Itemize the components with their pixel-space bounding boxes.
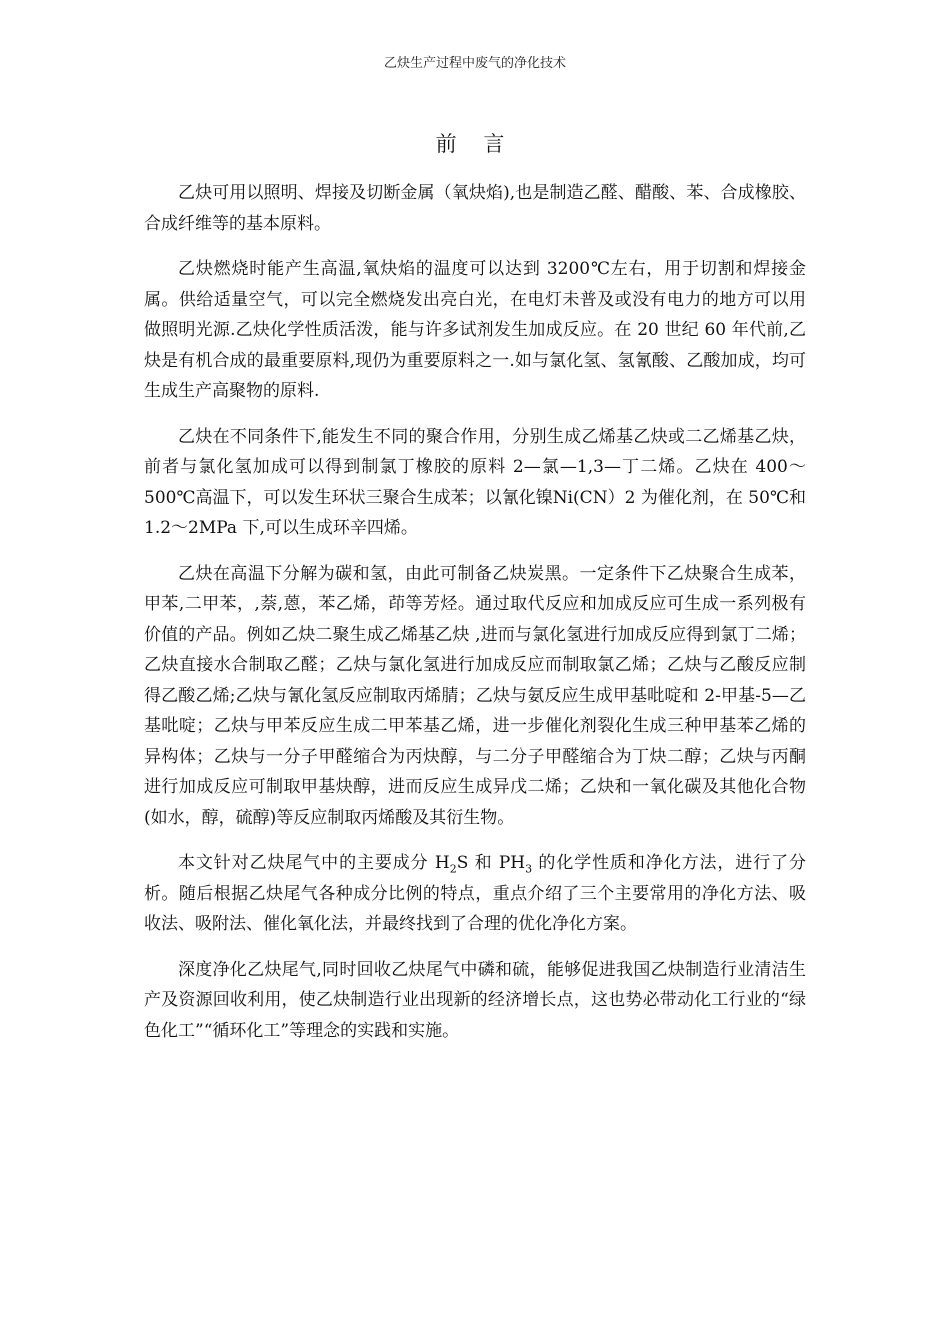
paragraph-1: 乙炔可用以照明、焊接及切断金属（氧炔焰),也是制造乙醛、醋酸、苯、合成橡胶、合成纤维等的基本原料。 (144, 183, 806, 234)
paragraph-3: 乙炔在不同条件下,能发生不同的聚合作用，分别生成乙烯基乙炔或二乙烯基乙炔，前者与氯化氢加成可以得到制氯丁橡胶的原料 2—氯—1,3—丁二烯。乙炔在 400～500℃高温下，可以发生环状三聚合生成苯；以氰化镍Ni(CN）2 为催化剂，在 50℃和 1.2～2MPa 下,可以生成环辛四烯。 (144, 426, 806, 538)
document-body (144, 178, 806, 1061)
paragraph-5-text-a: 本文针对乙炔尾气中的主要成分 H (178, 853, 450, 873)
paragraph-5-text-c: 的化学性质和净化方法，进行了分析。随后根据乙炔尾气各种成分比例的特点，重点介绍了三个主要常用的净化方法、吸收法、吸附法、催化氧化法，并最终找到了合理的优化净化方案。 (144, 853, 807, 934)
paragraph-4: 乙炔在高温下分解为碳和氢，由此可制备乙炔炭黑。一定条件下乙炔聚合生成苯，甲苯,二甲苯，,萘,蒽，苯乙烯，茚等芳烃。通过取代反应和加成反应可生成一系列极有价值的产品。例如乙炔二聚生成乙烯基乙炔 ,进而与氯化氢进行加成反应得到氯丁二烯；乙炔直接水合制取乙醛；乙炔与氯化氢进行加成反应而制取氯乙烯；乙炔与乙酸反应制得乙酸乙烯;乙炔与氰化氢反应制取丙烯腈；乙炔与氨反应生成甲基吡啶和 2-甲基-5—乙基吡啶；乙炔与甲苯反应生成二甲苯基乙烯，进一步催化剂裂化生成三种甲基苯乙烯的异构体；乙炔与一分子甲醛缩合为丙炔醇，与二分子甲醛缩合为丁炔二醇；乙炔与丙酮进行加成反应可制取甲基炔醇，进而反应生成异戊二烯；乙炔和一氧化碳及其他化合物(如水，醇，硫醇)等反应制取丙烯酸及其衍生物。 (144, 563, 806, 828)
ph3-subscript: 3 (525, 862, 533, 876)
running-header: 乙炔生产过程中废气的净化技术 (383, 56, 566, 71)
paragraph-6: 深度净化乙炔尾气,同时回收乙炔尾气中磷和硫，能够促进我国乙炔制造行业清洁生产及资源回收利用，使乙炔制造行业出现新的经济增长点，这也势必带动化工行业的“绿色化工”“循环化工”等理念的实践和实施。 (144, 959, 806, 1041)
paragraph-2: 乙炔燃烧时能产生高温,氧炔焰的温度可以达到 3200℃左右，用于切割和焊接金属。供给适量空气，可以完全燃烧发出亮白光，在电灯未普及或没有电力的地方可以用做照明光源.乙炔化学性质活泼，能与许多试剂发生加成反应。在 20 世纪 60 年代前,乙炔是有机合成的最重要原料,现仍为重要原料之一.如与氯化氢、氢氰酸、乙酸加成，均可生成生产高聚物的原料. (144, 259, 806, 401)
paragraph-5-text-b: S 和 PH (456, 853, 526, 873)
page-title: 前 言 (435, 132, 515, 156)
paragraph-5 (144, 848, 806, 940)
h2s-subscript: 2 (449, 862, 457, 876)
